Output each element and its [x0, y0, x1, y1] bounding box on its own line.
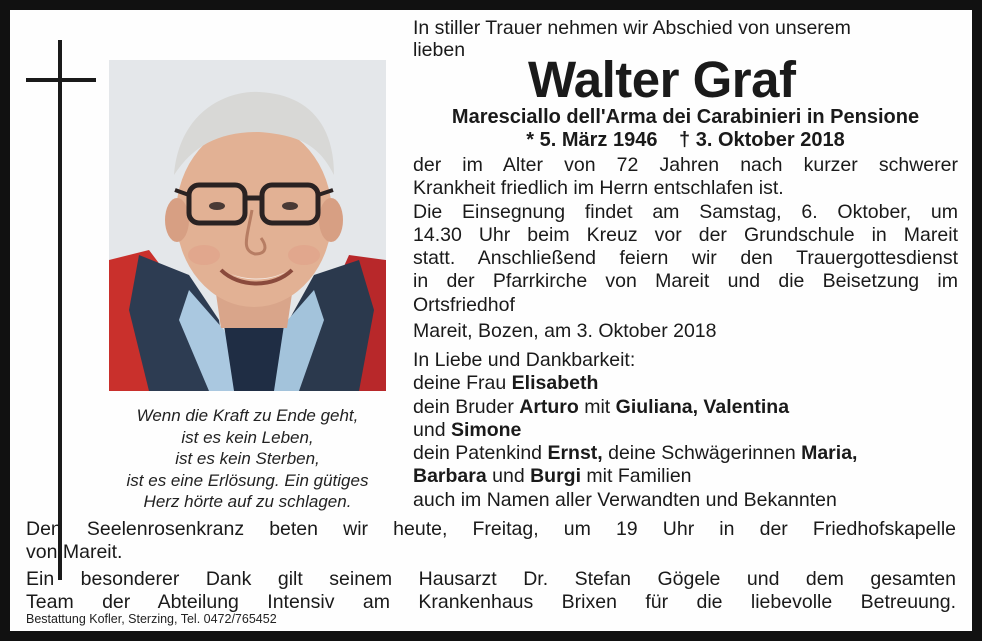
- rosary-line: von Mareit.: [26, 541, 123, 564]
- mourner-name: Ernst,: [547, 442, 603, 465]
- family-intro: In Liebe und Dankbarkeit:: [413, 349, 636, 371]
- body-line: Die Einsegnung findet am Samstag, 6. Oktober, um: [413, 200, 958, 223]
- body-line: Ortsfriedhof: [413, 293, 515, 316]
- mourner-line-sisters: [413, 465, 958, 488]
- mourner-name: Elisabeth: [511, 372, 599, 395]
- mourner-name: Burgi: [530, 465, 582, 488]
- portrait-photo: [109, 60, 386, 391]
- body-line: Krankheit friedlich im Herrn entschlafen ist.: [413, 177, 784, 200]
- mourner-name: Barbara: [413, 465, 487, 488]
- body-line: in der Pfarrkirche von Mareit und die Beisetzung im: [413, 270, 958, 293]
- announcement-body: [413, 154, 958, 317]
- mourner-name: Simone: [450, 418, 522, 441]
- funeral-home-footer: Bestattung Kofler, Sterzing, Tel. 0472/765452: [26, 612, 277, 626]
- cross-vertical-bar: [58, 40, 62, 580]
- thanks-notice: [26, 568, 956, 615]
- mourner-line-simone: [413, 419, 958, 442]
- mourner-prefix: dein Patenkind: [413, 442, 548, 465]
- poem-line: ist es kein Leben,: [181, 427, 314, 447]
- death-date: † 3. Oktober 2018: [679, 129, 845, 151]
- mourner-prefix: deine Frau: [413, 372, 512, 395]
- thanks-line: Ein besonderer Dank gilt seinem Hausarzt Dr. Stefan Gögele und dem gesamten: [26, 568, 956, 590]
- poem-line: ist es kein Sterben,: [175, 449, 320, 468]
- birth-date: * 5. März 1946: [526, 129, 658, 151]
- deceased-rank: Maresciallo dell'Arma dei Carabinieri in Pensione: [451, 106, 920, 128]
- deceased-name: Walter Graf: [528, 51, 796, 108]
- mourner-line-relatives: auch im Namen aller Verwandten und Bekannten: [413, 488, 837, 511]
- mourner-line-godchild: [413, 442, 958, 465]
- mourner-prefix: dein Bruder: [413, 395, 520, 418]
- body-line: der im Alter von 72 Jahren nach kurzer schwerer: [413, 154, 958, 176]
- body-line: 14.30 Uhr beim Kreuz vor der Grundschule in Mareit: [413, 223, 958, 246]
- mourner-connector: und: [486, 465, 531, 488]
- poem-line: ist es eine Erlösung. Ein gütiges: [126, 470, 369, 490]
- portrait-illustration: [109, 60, 386, 391]
- thanks-line: Team der Abteilung Intensiv am Krankenhaus Brixen für die liebevolle Betreuung.: [26, 591, 956, 614]
- mourners-list: [413, 349, 958, 512]
- mourner-name: Maria,: [801, 442, 858, 465]
- body-line: statt. Anschließend feiern wir den Trauergottesdienst: [413, 247, 958, 270]
- poem-line: Herz hörte auf zu schlagen.: [143, 492, 352, 511]
- mourner-connector: und: [413, 418, 451, 441]
- place-date: Mareit, Bozen, am 3. Oktober 2018: [413, 320, 717, 342]
- rosary-line: Den Seelenrosenkranz beten wir heute, Freitag, um 19 Uhr in der Friedhofskapelle: [26, 518, 956, 540]
- mourner-connector: mit Familien: [581, 465, 692, 488]
- intro-line: In stiller Trauer nehmen wir Abschied von unserem: [413, 17, 851, 39]
- mourner-name: Giuliana, Valentina: [615, 395, 790, 418]
- intro-line: lieben: [413, 39, 466, 61]
- mourner-prefix: deine Schwägerinnen: [602, 442, 802, 465]
- mourner-name: Arturo: [519, 395, 579, 418]
- cross-horizontal-bar: [26, 78, 96, 82]
- mourner-line-brother: [413, 396, 958, 419]
- rosary-notice: [26, 518, 956, 565]
- life-dates: [413, 129, 958, 152]
- mourner-connector: mit: [578, 395, 616, 418]
- poem-line: Wenn die Kraft zu Ende geht,: [136, 406, 359, 425]
- poem: [106, 405, 389, 513]
- mourner-line-wife: [413, 372, 958, 395]
